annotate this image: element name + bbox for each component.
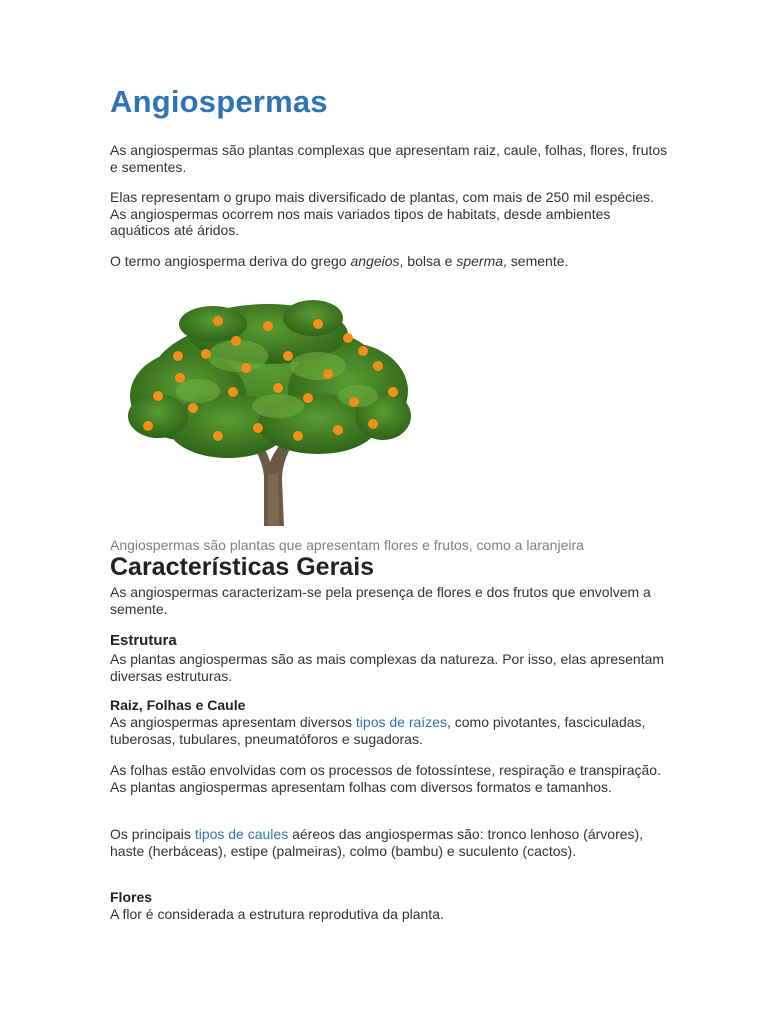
term-sperma: sperma [456, 253, 504, 269]
term-angeios: angeios [350, 253, 400, 269]
raiz-paragraph-3: Os principais tipos de caules aéreos das angiospermas são: tronco lenhoso (árvores), haste (herbáceas), estipe (palmeiras), colmo (bambu) e suculento (cactos). [110, 826, 644, 859]
heading-flores: Flores [110, 889, 153, 905]
raiz-paragraph-2: As folhas estão envolvidas com os processos de fotossíntese, respiração e transpiração. As plantas angiospermas apresentam folhas com diversos formatos e tamanhos. [110, 762, 661, 795]
page-title: Angiospermas [110, 84, 328, 119]
heading-estrutura: Estrutura [110, 632, 177, 649]
intro-paragraph-1: As angiospermas são plantas complexas que apresentam raiz, caule, folhas, flores, frutos e sementes. [110, 142, 668, 175]
flores-paragraph: A flor é considerada a estrutura reprodutiva da planta. [110, 906, 444, 922]
caracteristicas-paragraph: As angiospermas caracterizam-se pela presença de flores e dos frutos que envolvem a semente. [110, 584, 651, 617]
orange-tree-image [118, 296, 418, 526]
raiz-paragraph-1: As angiospermas apresentam diversos tipos de raízes, como pivotantes, fasciculadas, tuberosas, tubulares, pneumatóforos e sugadoras. [110, 714, 646, 747]
link-tipos-de-raizes[interactable]: tipos de raízes [355, 714, 447, 730]
estrutura-paragraph: As plantas angiospermas são as mais complexas da natureza. Por isso, elas apresentam diversas estruturas. [110, 651, 665, 684]
heading-raiz-folhas-caule: Raiz, Folhas e Caule [110, 697, 246, 713]
link-tipos-de-caules[interactable]: tipos de caules [194, 826, 289, 842]
heading-caracteristicas-gerais: Características Gerais [110, 553, 375, 581]
figure-caption: Angiospermas são plantas que apresentam flores e frutos, como a laranjeira [110, 537, 584, 553]
intro-paragraph-3: O termo angiosperma deriva do grego angeios, bolsa e sperma, semente. [110, 253, 569, 269]
intro-paragraph-2: Elas representam o grupo mais diversificado de plantas, com mais de 250 mil espécies. As angiospermas ocorrem nos mais variados tipos de habitats, desde ambientes aquáticos até áridos. [110, 189, 654, 238]
